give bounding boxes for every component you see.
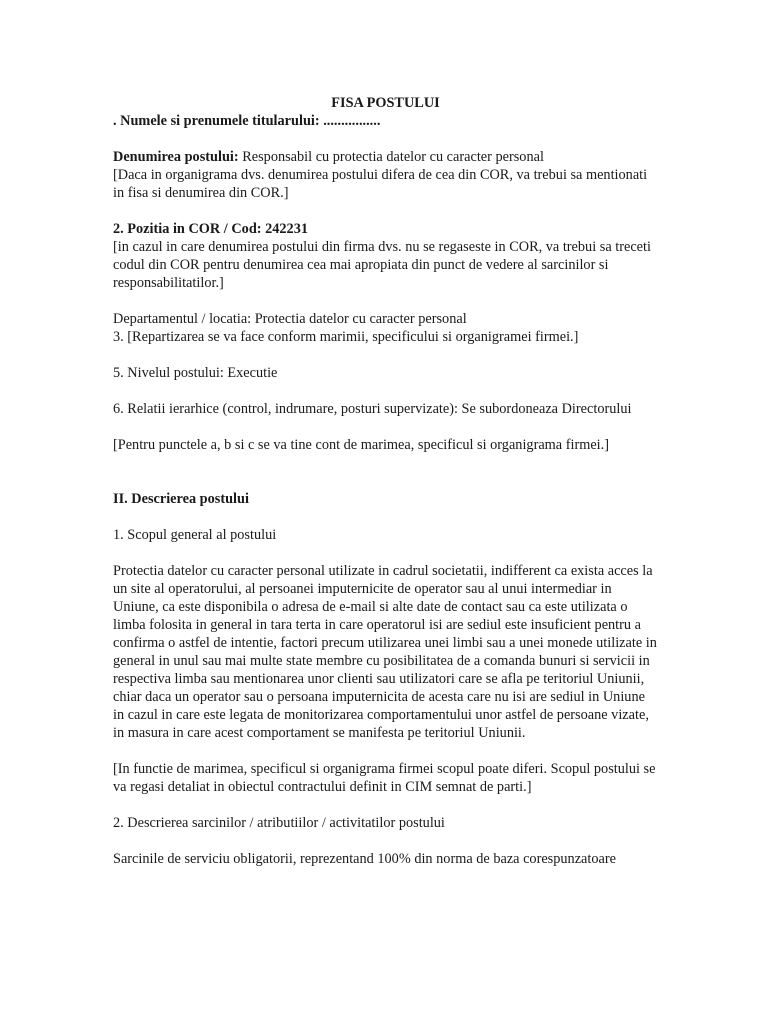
- document-title: FISA POSTULUI: [331, 95, 440, 111]
- level-line: 5. Nivelul postului: Executie: [113, 365, 278, 381]
- holder-name-line: . Numele si prenumele titularului: ................: [113, 113, 381, 129]
- department-line: Departamentul / locatia: Protectia datelor cu caracter personal: [113, 311, 467, 327]
- general-scope-note: [In functie de marimea, specificul si organigrama firmei scopul poate diferi. Scopul postului se va regasi detaliat in obiectul contractului definit in CIM semnat de parti.]: [113, 761, 656, 795]
- tasks-text: Sarcinile de serviciu obligatorii, reprezentand 100% din norma de baza corespunzatoare: [113, 851, 616, 867]
- section-two-heading: II. Descrierea postului: [113, 491, 249, 507]
- job-name-note: [Daca in organigrama dvs. denumirea postului difera de cea din COR, va trebui sa mentionati in fisa si denumirea din COR.]: [113, 167, 648, 201]
- cor-note: [in cazul in care denumirea postului din firma dvs. nu se regaseste in COR, va trebui sa treceti codul din COR pentru denumirea cea mai apropiata din punct de vedere al sarcinilor si responsabilitatilor.]: [113, 239, 651, 291]
- job-name-paragraph: [113, 148, 658, 166]
- cor-position-heading: 2. Pozitia in COR / Cod: 242231: [113, 221, 308, 237]
- department-note: 3. [Repartizarea se va face conform marimii, specificului si organigramei firmei.]: [113, 329, 579, 345]
- relations-note: [Pentru punctele a, b si c se va tine cont de marimea, specificul si organigrama firmei.]: [113, 437, 609, 453]
- general-scope-text: Protectia datelor cu caracter personal utilizate in cadrul societatii, indifferent ca exista acces la un site al operatorului, al persoanei imputernicite de operator sau al unui intermediar in Uniune, ca este disponibila o adresa de e-mail si alte date de contact sau ca este utilizata o limba folosita in general in tara terta in care operatorul isi are sediul este insuficient pentru a confirma o astfel de intentie, factori precum utilizarea unei limbi sau a unei monede utilizate in general in unul sau mai multe state membre cu posibilitatea de a comanda bunuri si servicii in respectiva limba sau mentionarea unor clienti sau utilizatori care se afla pe teritoriul Uniunii, chiar daca un operator sau o persoana imputernicita de acesta care nu isi are sediul in Uniune in cazul in care este legata de monitorizarea comportamentului unor astfel de persoane vizate, in masura in care acest comportament se manifesta pe teritoriul Uniunii.: [113, 563, 657, 741]
- tasks-heading: 2. Descrierea sarcinilor / atributiilor / activitatilor postului: [113, 815, 445, 831]
- document-content: [113, 94, 658, 868]
- general-scope-heading: 1. Scopul general al postului: [113, 527, 277, 543]
- job-name-value: Responsabil cu protectia datelor cu caracter personal: [238, 149, 544, 165]
- job-name-label: Denumirea postului:: [113, 149, 239, 165]
- relations-line: 6. Relatii ierarhice (control, indrumare, posturi supervizate): Se subordoneaza Directorului: [113, 401, 632, 417]
